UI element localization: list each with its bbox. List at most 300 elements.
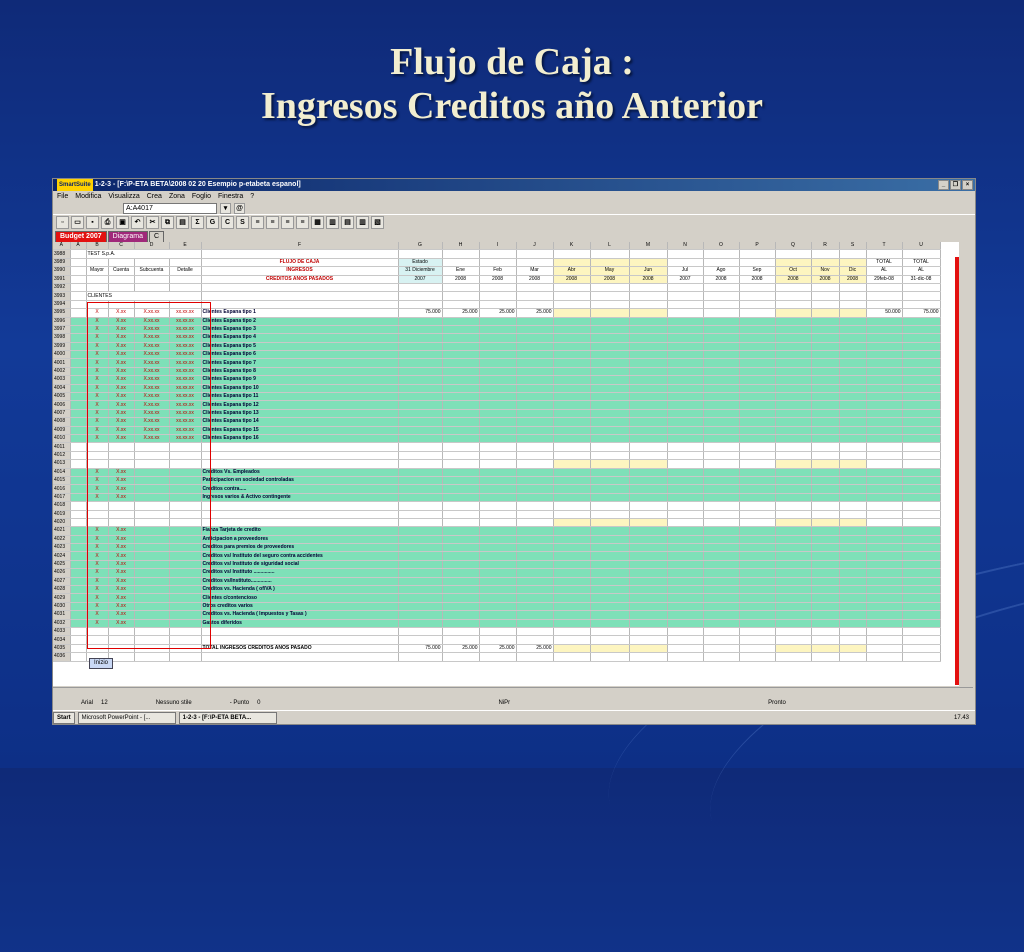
value-cell[interactable]: 25.000 [442,309,479,317]
value-cell[interactable] [775,560,811,568]
sheet-cell[interactable] [667,653,703,661]
sheet-cell[interactable] [590,283,629,291]
row-header[interactable]: 3999 [53,342,70,350]
sheet-cell[interactable] [667,510,703,518]
mayor-cell[interactable]: X [86,577,108,585]
value-cell[interactable] [667,409,703,417]
value-cell[interactable] [479,376,516,384]
value-cell[interactable] [479,594,516,602]
sheet-cell[interactable] [839,510,866,518]
detalle-cell[interactable] [169,611,201,619]
sheet-cell[interactable] [811,451,839,459]
value-cell[interactable] [739,602,775,610]
value-cell[interactable] [629,485,667,493]
value-cell[interactable] [516,468,553,476]
total-value[interactable] [839,644,866,652]
sheet-cell[interactable] [70,443,86,451]
value-cell[interactable] [866,560,902,568]
value-cell[interactable] [866,586,902,594]
value-cell[interactable] [811,367,839,375]
value-cell[interactable] [479,527,516,535]
sheet-cell[interactable] [134,443,169,451]
value-cell[interactable] [667,485,703,493]
detalle-cell[interactable] [169,577,201,585]
value-cell[interactable] [479,334,516,342]
account-name[interactable]: Clientes Espana tipo 14 [201,418,398,426]
mayor-cell[interactable]: X [86,485,108,493]
value-cell[interactable] [703,527,739,535]
value-cell[interactable] [839,434,866,442]
value-cell[interactable] [839,577,866,585]
sheet-cell[interactable] [866,443,902,451]
value-cell[interactable] [811,476,839,484]
sheet-cell[interactable] [590,300,629,308]
sheet-cell[interactable] [516,627,553,635]
paste-icon[interactable]: ▤ [176,216,189,229]
value-cell[interactable] [516,351,553,359]
detalle-cell[interactable] [169,535,201,543]
value-cell[interactable] [703,602,739,610]
detalle-cell[interactable]: xx.xx.xx [169,359,201,367]
value-cell[interactable] [775,325,811,333]
value-cell[interactable] [703,367,739,375]
row-header[interactable]: 3988 [53,250,70,258]
value-cell[interactable] [629,351,667,359]
subcuenta-cell[interactable]: X.xx.xx [134,426,169,434]
value-cell[interactable] [739,611,775,619]
value-cell[interactable] [839,544,866,552]
value-cell[interactable] [553,351,590,359]
taskbar-powerpoint[interactable] [78,712,176,724]
value-cell[interactable] [902,393,940,401]
sheet-cell[interactable] [86,443,108,451]
sheet-cell[interactable] [739,300,775,308]
sheet-cell[interactable] [134,510,169,518]
value-cell[interactable] [703,409,739,417]
sheet-cell[interactable] [839,502,866,510]
spreadsheet-grid[interactable] [53,242,959,686]
value-cell[interactable] [703,418,739,426]
row-header[interactable]: 4032 [53,619,70,627]
sheet-cell[interactable] [516,510,553,518]
sheet-cell[interactable] [398,443,442,451]
sheet-cell[interactable] [169,636,201,644]
cuenta-cell[interactable]: X.xx [108,527,134,535]
column-header[interactable]: G [398,242,442,250]
sheet-cell[interactable] [553,443,590,451]
sheet-cell[interactable] [134,451,169,459]
row-header[interactable]: 4014 [53,468,70,476]
value-cell[interactable] [590,401,629,409]
sheet-cell[interactable] [739,283,775,291]
value-cell[interactable] [629,560,667,568]
row-header[interactable]: 4025 [53,560,70,568]
sheet-cell[interactable] [134,283,169,291]
value-cell[interactable] [902,619,940,627]
value-cell[interactable] [398,359,442,367]
value-cell[interactable] [902,468,940,476]
sheet-cell[interactable] [70,544,86,552]
subcuenta-cell[interactable]: X.xx.xx [134,367,169,375]
value-cell[interactable] [516,594,553,602]
value-cell[interactable] [629,552,667,560]
sheet-cell[interactable] [739,627,775,635]
value-cell[interactable] [811,309,839,317]
row-header[interactable]: 4019 [53,510,70,518]
subcuenta-cell[interactable]: X.xx.xx [134,401,169,409]
sheet-cell[interactable] [70,367,86,375]
sheet-cell[interactable] [775,292,811,300]
sheet-cell[interactable] [70,577,86,585]
value-cell[interactable] [703,309,739,317]
sheet-cell[interactable] [398,451,442,459]
value-cell[interactable] [703,426,739,434]
total-value[interactable] [811,644,839,652]
detalle-cell[interactable]: xx.xx.xx [169,401,201,409]
sheet-cell[interactable] [70,644,86,652]
sheet-cell[interactable] [739,636,775,644]
value-cell[interactable] [629,535,667,543]
value-cell[interactable] [629,384,667,392]
value-cell[interactable] [590,468,629,476]
value-cell[interactable] [398,342,442,350]
value-cell[interactable] [667,426,703,434]
sheet-cell[interactable] [590,518,629,526]
value-cell[interactable] [866,325,902,333]
sheet-cell[interactable] [201,460,398,468]
cuenta-cell[interactable]: X.xx [108,552,134,560]
value-cell[interactable] [629,586,667,594]
year-cell[interactable]: 2008 [516,275,553,283]
value-cell[interactable] [553,493,590,501]
sheet-cell[interactable] [811,300,839,308]
value-cell[interactable] [516,334,553,342]
sheet-cell[interactable] [739,451,775,459]
value-cell[interactable] [516,611,553,619]
sheet-cell[interactable] [553,258,590,266]
row-header[interactable]: 4004 [53,384,70,392]
sheet-cell[interactable] [703,502,739,510]
value-cell[interactable] [398,594,442,602]
value-cell[interactable] [398,426,442,434]
account-name[interactable]: Clientes Espana tipo 11 [201,393,398,401]
sheet-cell[interactable] [775,510,811,518]
sheet-cell[interactable] [134,636,169,644]
value-cell[interactable] [866,493,902,501]
sheet-cell[interactable] [70,434,86,442]
value-cell[interactable] [866,569,902,577]
month-header[interactable]: Dic [839,267,866,275]
value-cell[interactable] [839,476,866,484]
sheet-cell[interactable] [553,653,590,661]
row-header[interactable]: 3996 [53,317,70,325]
value-cell[interactable] [739,476,775,484]
sheet-cell[interactable] [839,300,866,308]
row-header[interactable]: 4018 [53,502,70,510]
sheet-cell[interactable] [866,460,902,468]
value-cell[interactable] [553,544,590,552]
bold-button[interactable]: G [206,216,219,229]
sheet-cell[interactable] [201,292,398,300]
value-cell[interactable] [442,493,479,501]
row-header[interactable]: 4015 [53,476,70,484]
value-cell[interactable] [811,527,839,535]
minimize-icon[interactable]: _ [938,180,949,190]
value-cell[interactable] [667,342,703,350]
value-cell[interactable] [667,569,703,577]
menu-item[interactable]: Modifica [75,193,102,200]
value-cell[interactable] [516,434,553,442]
sheet-cell[interactable] [590,636,629,644]
sheet-cell[interactable] [839,451,866,459]
value-cell[interactable]: 50.000 [866,309,902,317]
sheet-cell[interactable] [839,292,866,300]
sheet-cell[interactable] [516,451,553,459]
sheet-cell[interactable] [70,275,86,283]
value-cell[interactable] [590,351,629,359]
value-cell[interactable] [902,586,940,594]
value-cell[interactable] [839,334,866,342]
value-cell[interactable] [703,342,739,350]
value-cell[interactable] [553,611,590,619]
value-cell[interactable] [703,594,739,602]
value-cell[interactable] [442,577,479,585]
value-cell[interactable] [839,384,866,392]
value-cell[interactable] [553,468,590,476]
sheet-cell[interactable] [86,460,108,468]
cuenta-cell[interactable]: X.xx [108,619,134,627]
sheet-cell[interactable] [70,594,86,602]
value-cell[interactable] [839,602,866,610]
sheet-cell[interactable] [553,451,590,459]
value-cell[interactable] [739,309,775,317]
mayor-cell[interactable]: X [86,367,108,375]
cuenta-cell[interactable]: X.xx [108,342,134,350]
value-cell[interactable] [902,602,940,610]
value-cell[interactable] [516,560,553,568]
value-cell[interactable] [739,544,775,552]
estado-label[interactable]: Estado [398,258,442,266]
value-cell[interactable] [839,367,866,375]
value-cell[interactable] [479,401,516,409]
row-header[interactable]: 4026 [53,569,70,577]
sheet-cell[interactable] [86,518,108,526]
value-cell[interactable] [629,468,667,476]
value-cell[interactable] [553,485,590,493]
value-cell[interactable] [667,560,703,568]
preview-icon[interactable]: ▣ [116,216,129,229]
detalle-cell[interactable]: xx.xx.xx [169,376,201,384]
sheet-cell[interactable] [70,393,86,401]
value-cell[interactable] [553,434,590,442]
sheet-cell[interactable] [775,627,811,635]
sheet-cell[interactable] [866,283,902,291]
value-cell[interactable] [739,468,775,476]
sheet-cell[interactable] [86,275,108,283]
sheet-cell[interactable] [553,250,590,258]
mayor-cell[interactable]: X [86,401,108,409]
value-cell[interactable] [479,367,516,375]
value-cell[interactable] [775,409,811,417]
value-cell[interactable] [629,426,667,434]
menu-item[interactable]: Crea [146,193,162,200]
value-cell[interactable] [811,468,839,476]
value-cell[interactable] [553,476,590,484]
value-cell[interactable] [775,434,811,442]
year-cell[interactable]: 2008 [703,275,739,283]
value-cell[interactable] [590,560,629,568]
value-cell[interactable] [839,560,866,568]
value-cell[interactable] [839,493,866,501]
subcuenta-cell[interactable] [134,493,169,501]
account-name[interactable]: Anticipacion a proveedores [201,535,398,543]
value-cell[interactable] [590,602,629,610]
month-header[interactable]: Nov [811,267,839,275]
value-cell[interactable] [442,367,479,375]
value-cell[interactable] [479,602,516,610]
cut-icon[interactable]: ✂ [146,216,159,229]
value-cell[interactable] [553,317,590,325]
value-cell[interactable] [775,611,811,619]
value-cell[interactable] [811,418,839,426]
value-cell[interactable] [866,434,902,442]
value-cell[interactable] [516,544,553,552]
align-right-icon[interactable]: ≡ [281,216,294,229]
sheet-cell[interactable] [516,653,553,661]
total-value[interactable] [866,644,902,652]
sheet-cell[interactable] [739,460,775,468]
account-name[interactable]: Clientes Espana tipo 2 [201,317,398,325]
sheet-cell[interactable] [70,518,86,526]
sheet-cell[interactable] [667,636,703,644]
sheet-cell[interactable] [442,653,479,661]
account-name[interactable]: Creditos para premios de proveedores [201,544,398,552]
value-cell[interactable] [775,619,811,627]
sheet-cell[interactable] [479,300,516,308]
insert-row-icon[interactable]: ▦ [311,216,324,229]
sheet-cell[interactable] [667,460,703,468]
sheet-cell[interactable] [134,460,169,468]
sheet-cell[interactable] [839,258,866,266]
value-cell[interactable] [739,351,775,359]
sheet-cell[interactable] [86,627,108,635]
sheet-cell[interactable] [108,258,134,266]
value-cell[interactable] [839,409,866,417]
subcuenta-cell[interactable]: X.xx.xx [134,418,169,426]
value-cell[interactable] [902,376,940,384]
value-cell[interactable] [839,485,866,493]
al-label[interactable]: AL [866,267,902,275]
column-header[interactable]: A [53,242,70,250]
subcuenta-cell[interactable]: X.xx.xx [134,325,169,333]
value-cell[interactable] [590,384,629,392]
sheet-cell[interactable] [839,460,866,468]
cuenta-cell[interactable]: X.xx [108,544,134,552]
sheet-cell[interactable] [108,300,134,308]
sheet-cell[interactable] [629,258,667,266]
value-cell[interactable] [811,334,839,342]
sheet-cell[interactable] [703,250,739,258]
value-cell[interactable] [590,325,629,333]
sheet-cell[interactable] [739,510,775,518]
value-cell[interactable] [775,359,811,367]
column-header[interactable]: Q [775,242,811,250]
value-cell[interactable] [553,619,590,627]
sheet-cell[interactable] [86,644,108,652]
value-cell[interactable] [442,594,479,602]
total-label[interactable]: TOTAL INGRESOS CREDITOS AÑOS PASADO [201,644,398,652]
value-cell[interactable] [398,569,442,577]
subcuenta-cell[interactable] [134,577,169,585]
value-cell[interactable] [516,527,553,535]
value-cell[interactable] [902,577,940,585]
detalle-cell[interactable] [169,619,201,627]
sheet-cell[interactable] [201,443,398,451]
close-icon[interactable]: × [962,180,973,190]
value-cell[interactable] [479,619,516,627]
mayor-cell[interactable]: X [86,619,108,627]
value-cell[interactable] [442,485,479,493]
sheet-cell[interactable] [70,653,86,661]
subcuenta-cell[interactable] [134,602,169,610]
sheet-cell[interactable] [839,250,866,258]
value-cell[interactable] [629,334,667,342]
detalle-cell[interactable] [169,560,201,568]
sheet-cell[interactable] [134,653,169,661]
value-cell[interactable] [667,535,703,543]
value-cell[interactable] [442,351,479,359]
detalle-cell[interactable]: xx.xx.xx [169,409,201,417]
value-cell[interactable] [811,569,839,577]
estado-label[interactable]: 31 Diciembre [398,267,442,275]
row-header[interactable]: 4005 [53,393,70,401]
value-cell[interactable] [739,409,775,417]
start-button[interactable] [53,712,75,724]
sheet-cell[interactable] [703,653,739,661]
mayor-cell[interactable]: X [86,334,108,342]
sheet-cell[interactable] [398,502,442,510]
sheet-cell[interactable] [553,292,590,300]
value-cell[interactable] [590,552,629,560]
value-cell[interactable] [516,418,553,426]
row-header[interactable]: 4016 [53,485,70,493]
value-cell[interactable] [516,426,553,434]
value-cell[interactable] [866,426,902,434]
value-cell[interactable] [775,493,811,501]
column-header[interactable]: F [201,242,398,250]
sheet-cell[interactable] [201,451,398,459]
value-cell[interactable] [667,401,703,409]
value-cell[interactable] [553,426,590,434]
value-cell[interactable] [667,611,703,619]
value-cell[interactable] [590,317,629,325]
value-cell[interactable] [839,418,866,426]
value-cell[interactable] [442,527,479,535]
value-cell[interactable] [667,544,703,552]
value-cell[interactable] [398,535,442,543]
detalle-cell[interactable] [169,586,201,594]
value-cell[interactable] [629,418,667,426]
subcuenta-cell[interactable] [134,476,169,484]
sheet-cell[interactable] [667,451,703,459]
year-cell[interactable]: 2007 [667,275,703,283]
total-value[interactable] [553,644,590,652]
sheet-cell[interactable] [108,460,134,468]
account-name[interactable]: Clientes Espana tipo 10 [201,384,398,392]
row-header[interactable]: 4024 [53,552,70,560]
sheet-cell[interactable] [902,292,940,300]
window-titlebar[interactable] [53,179,975,191]
